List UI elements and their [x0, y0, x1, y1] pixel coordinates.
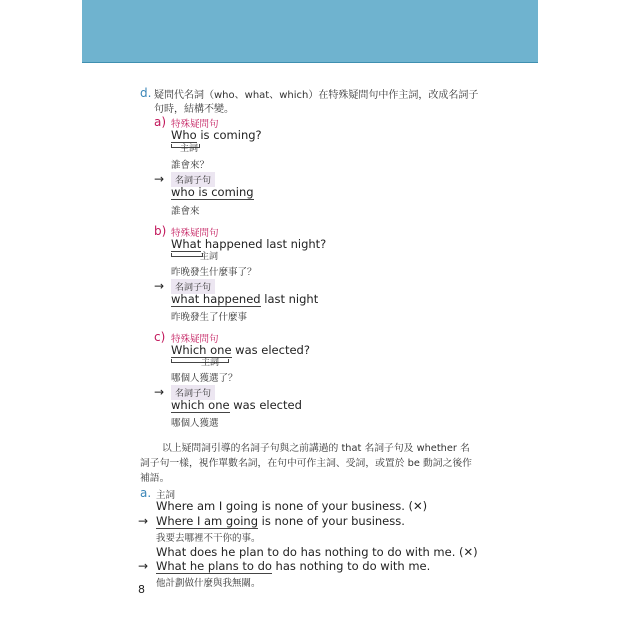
example-b-question-rest: happened last night?: [201, 237, 327, 251]
example-c-question-rest: was elected?: [231, 343, 310, 357]
example-c-clause-subject: which one: [171, 398, 230, 412]
example-b-question: [171, 237, 326, 251]
example-b-clause-rest: last night: [260, 292, 319, 306]
example-c-question-tag: 特殊疑問句: [171, 334, 219, 345]
example-b-clause-tag: 名詞子句: [171, 279, 215, 294]
section-a-right1: [156, 514, 405, 528]
header-band: [82, 0, 538, 62]
paragraph-line1: 以上疑問詞引導的名詞子句與之前講過的 that 名詞子句及 whether 名: [162, 443, 470, 454]
example-b-clause-zh: 昨晚發生了什麼事: [171, 312, 248, 323]
example-a-question-subject: Who: [171, 128, 197, 142]
example-b-bracket: [171, 253, 203, 257]
example-c-clause-zh: 哪個人獲選: [171, 418, 219, 429]
example-a-question-tag: 特殊疑問句: [171, 119, 219, 130]
example-c-clause-tag: 名詞子句: [171, 385, 215, 400]
example-c-question-zh: 哪個人獲選了？: [171, 373, 238, 384]
example-c-question-subject: Which one: [171, 343, 232, 357]
section-d-text-line1: 疑問代名詞（who、what、which）在特殊疑問句中作主詞，改成名詞子: [154, 90, 479, 101]
example-b-question-subject: What: [171, 237, 202, 251]
example-c-question: [171, 343, 310, 357]
example-b-question-zh: 昨晚發生什麼事了？: [171, 267, 257, 278]
book-page: [82, 0, 538, 620]
example-a-clause-zh: 誰會來: [171, 206, 200, 217]
example-c-bracket: [171, 359, 229, 363]
section-a-arrow1: →: [138, 514, 149, 528]
example-a-label: a): [154, 115, 167, 129]
example-c-arrow: →: [154, 385, 165, 399]
section-a-wrong2: What does he plan to do has nothing to do with me. (✕): [156, 545, 478, 559]
example-b-arrow: →: [154, 279, 165, 293]
example-b-label: b): [154, 224, 167, 238]
section-a-right2: [156, 559, 430, 573]
section-a-wrong1: Where am I going is none of your business. (✕): [156, 499, 428, 513]
section-d-label: d.: [140, 86, 152, 100]
example-b-clause: [171, 292, 318, 306]
paragraph-line3: 補語。: [140, 473, 170, 484]
example-a-clause: [171, 185, 254, 199]
example-b-clause-subject: what happened: [171, 292, 261, 306]
section-a-right2-subject: What he plans to do: [156, 559, 272, 573]
example-a-question-rest: is coming?: [196, 128, 262, 142]
example-a-arrow: →: [154, 172, 165, 186]
section-a-right1-rest: is none of your business.: [258, 514, 405, 528]
section-d-text-line2: 句時，結構不變。: [154, 104, 234, 115]
section-a-right2-rest: has nothing to do with me.: [271, 559, 431, 573]
example-c-label: c): [154, 330, 166, 344]
page-number: 8: [138, 583, 145, 596]
paragraph-line2: 詞子句一樣，視作單數名詞，在句中可作主詞、受詞，或置於 be 動詞之後作: [140, 458, 472, 469]
header-divider: [82, 62, 538, 63]
section-a-label: a.: [140, 486, 152, 500]
example-a-question-zh: 誰會來？: [171, 160, 210, 171]
section-a-right1-subject: Where I am going: [156, 514, 259, 528]
section-a-title: 主詞: [156, 490, 176, 501]
example-a-role: 主詞: [180, 144, 199, 154]
example-c-role: 主詞: [201, 358, 220, 368]
section-a-right2-zh: 他計劃做什麼與我無關。: [156, 578, 261, 589]
section-a-arrow2: →: [138, 559, 149, 573]
example-a-question: [171, 128, 262, 142]
example-b-role: 主詞: [200, 252, 219, 262]
example-c-clause-rest: was elected: [229, 398, 302, 412]
example-b-question-tag: 特殊疑問句: [171, 228, 219, 239]
example-c-clause: [171, 398, 302, 412]
example-a-clause-tag: 名詞子句: [171, 172, 215, 187]
section-a-right1-zh: 我要去哪裡不干你的事。: [156, 533, 261, 544]
example-a-clause-text: who is coming: [171, 185, 254, 199]
